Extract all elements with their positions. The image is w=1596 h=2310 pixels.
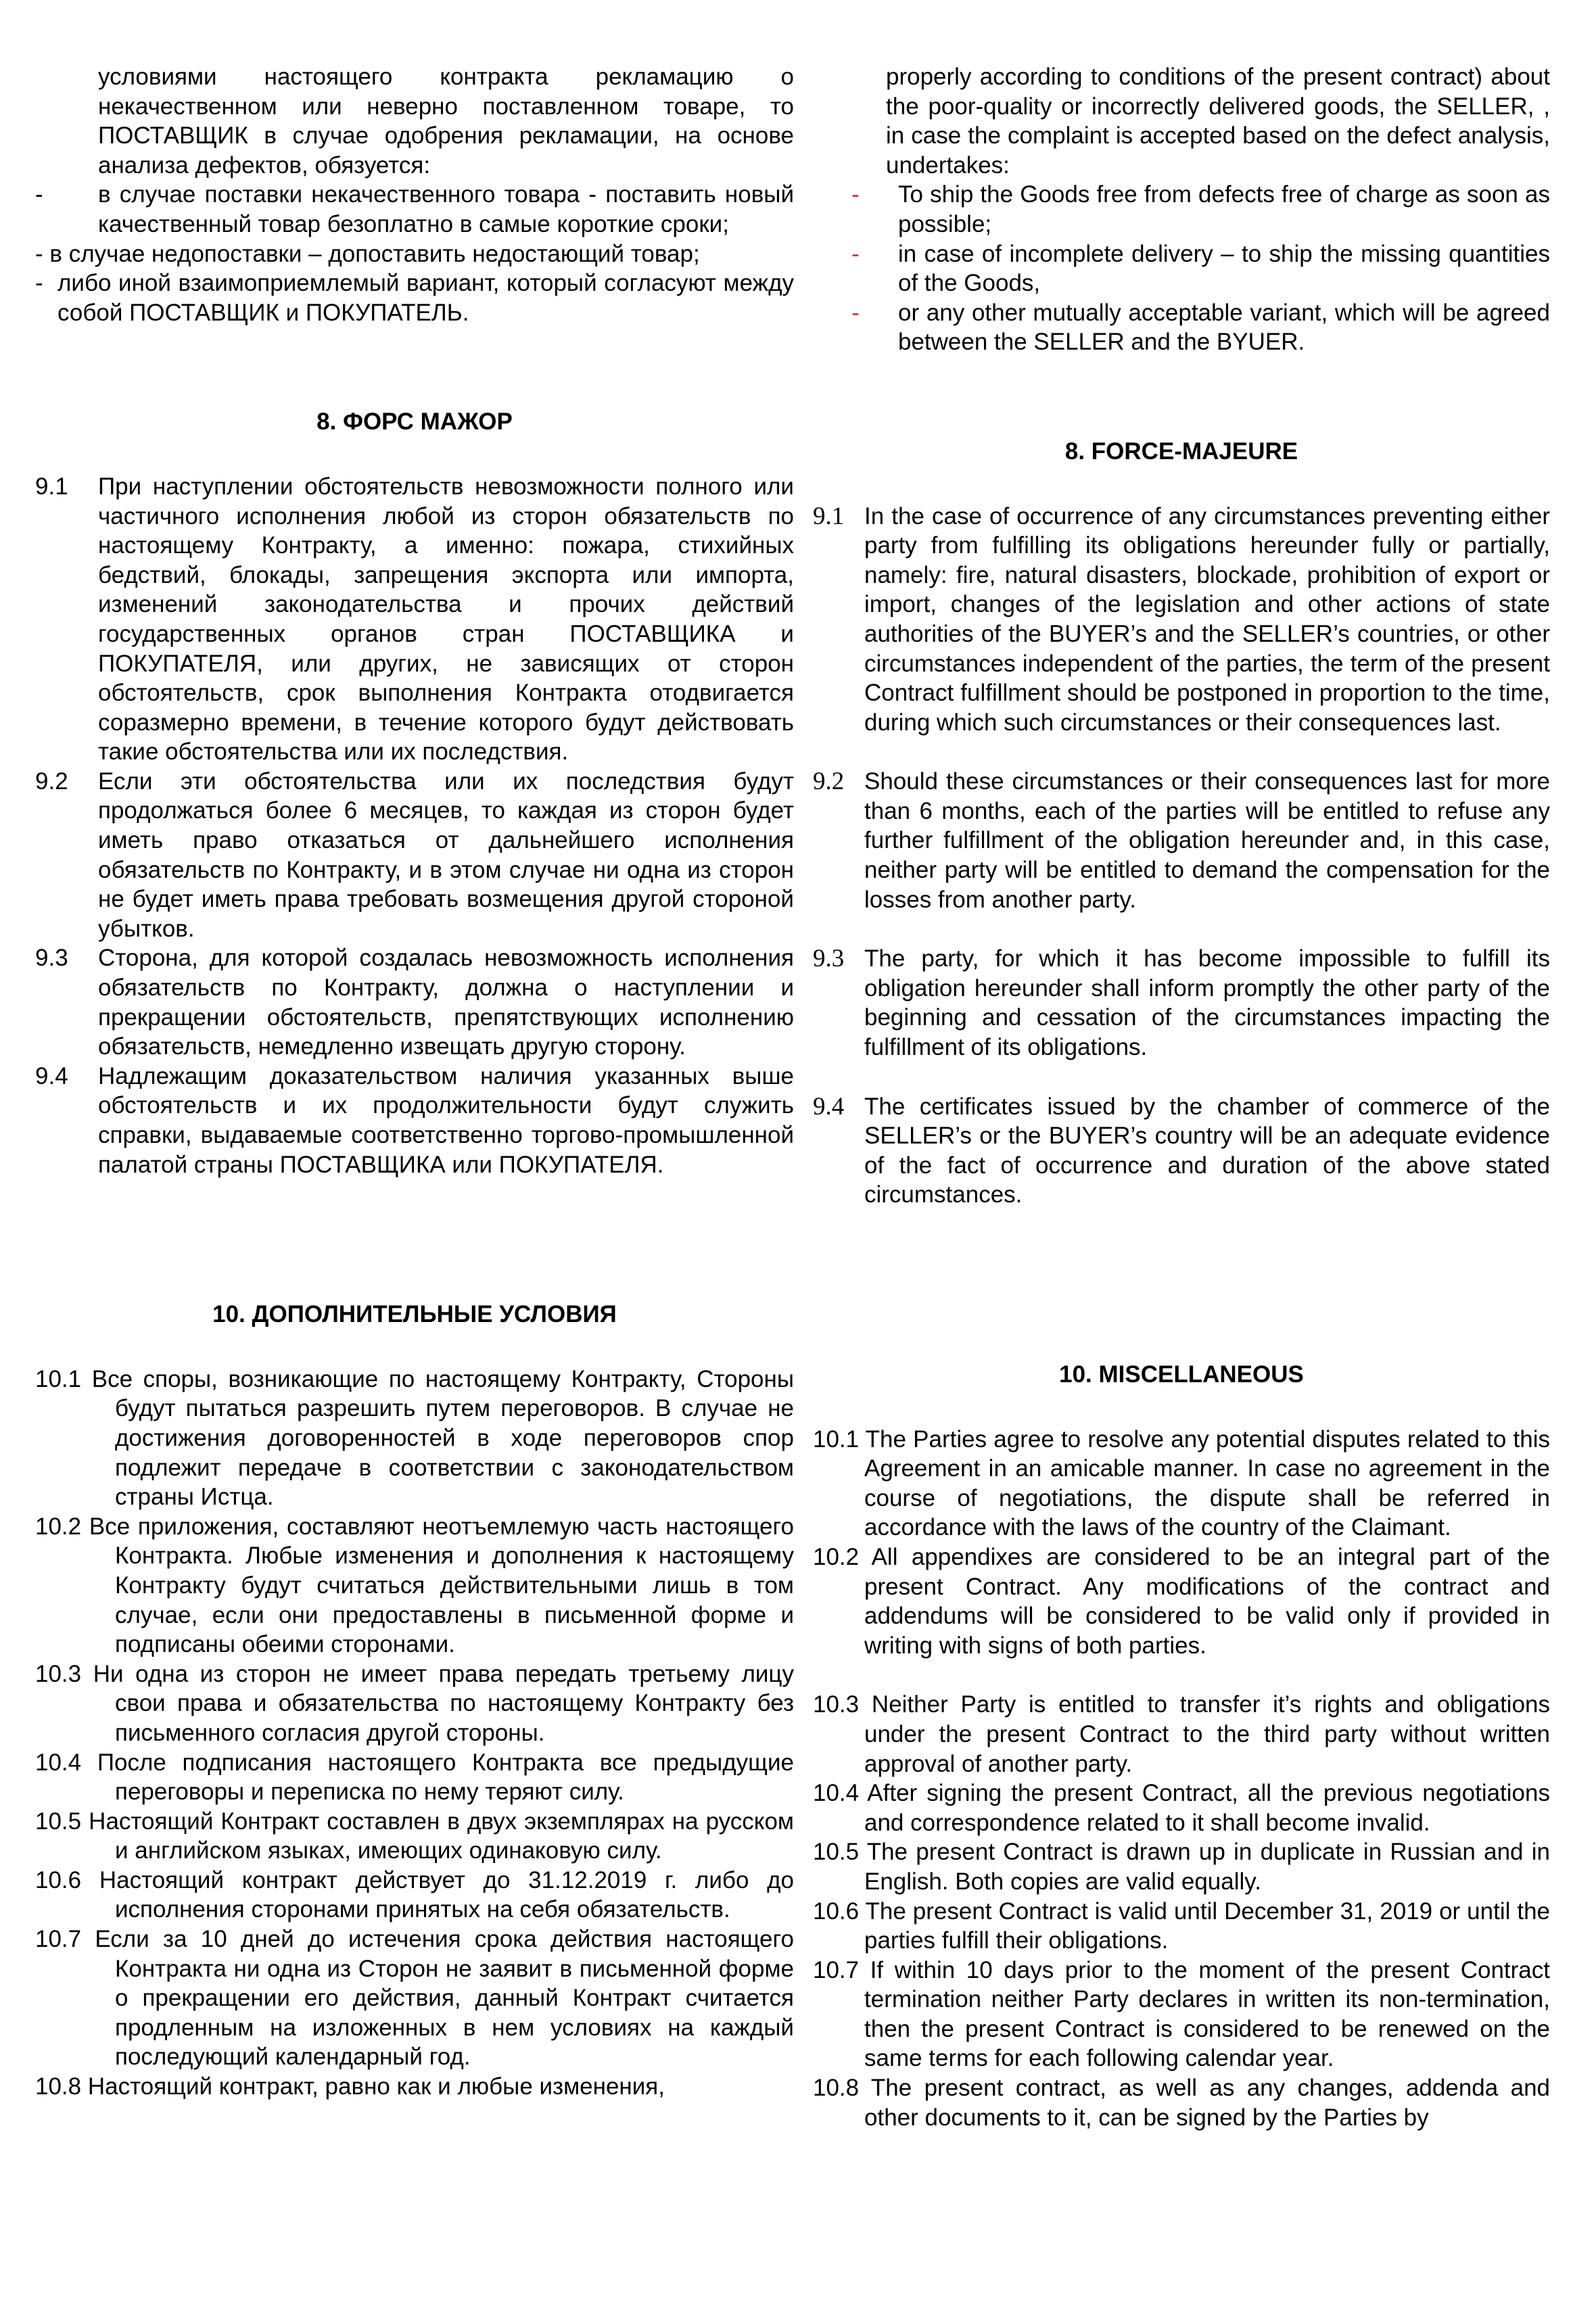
clause-number: 10.1 — [813, 1425, 860, 1453]
clause-text: Настоящий контракт, равно как и любые изменения, — [87, 2073, 665, 2100]
clause-text: Сторона, для которой создалась невозможность исполнения обязательств по Контракту, должна о наступлении и прекращении обстоятельств, препятствующих исполнению обязательств, немедленно извещать другую сторону. — [98, 945, 794, 1060]
en-claims-intro: properly according to conditions of the present contract) about the poor-quality or incorrectly delivered goods, the SELLER, , in case the complaint is accepted based on the defect analysis, undertakes: — [886, 64, 1550, 179]
clause-text: If within 10 days prior to the moment of the present Contract termination neither Party declares in written its non-termination, then the present Contract is considered to be renewed on the same terms for each following calendar year. — [864, 1956, 1550, 2072]
list-item — [35, 1748, 794, 1807]
list-item — [813, 502, 1550, 738]
clause-number: 9.1 — [813, 502, 845, 530]
list-item — [813, 1778, 1550, 1837]
list-item — [813, 1092, 1550, 1210]
clause-text: All appendixes are considered to be an integral part of the present Contract. Any modifications of the contract and addendums will be considered to be valid only if provided in writing with signs of both parties. — [864, 1543, 1551, 1659]
clause-number: 10.3 — [813, 1691, 860, 1718]
list-item — [35, 472, 794, 767]
clause-number: 10.3 — [35, 1660, 82, 1687]
en-claims-item-text: in case of incomplete delivery – to ship the missing quantities of the Goods, — [898, 240, 1550, 297]
ru-claims-item — [35, 239, 794, 269]
list-item — [813, 1542, 1550, 1660]
list-dash: - — [851, 299, 860, 326]
list-dash: - — [851, 181, 860, 208]
clause-number: 10.1 — [35, 1365, 82, 1392]
en-claims-item-text: To ship the Goods free from defects free of charge as soon as possible; — [898, 181, 1550, 237]
en-section-10-list — [813, 1425, 1550, 2133]
clause-number: 9.2 — [813, 768, 845, 796]
list-item — [35, 1925, 794, 2072]
english-column — [813, 62, 1550, 2132]
list-item — [813, 767, 1550, 914]
clause-text: Все приложения, составляют неотъемлемую часть настоящего Контракта. Любые изменения и дополнения к настоящему Контракту будут считаться действительными лишь в том случае, если они предоставлены в письменной форме и подписаны обеими сторонами. — [89, 1513, 794, 1658]
ru-section-10-list — [35, 1365, 794, 2102]
en-section-8-heading: 8. FORCE-MAJEURE — [1064, 438, 1298, 465]
clause-text: Настоящий Контракт составлен в двух экземплярах на русском и английском языках, имеющих одинаковую силу. — [89, 1808, 794, 1864]
en-claims-item — [813, 298, 1550, 357]
clause-number: 9.4 — [35, 1062, 68, 1089]
clause-number: 10.4 — [35, 1749, 82, 1776]
clause-text: The Parties agree to resolve any potential disputes related to this Agreement in an amicable manner. In case no agreement in the course of negotiations, the dispute shall be referred in accordance with the laws of the country of the Claimant. — [864, 1425, 1550, 1541]
clause-text: The present Contract is drawn up in duplicate in Russian and in English. Both copies are valid equally. — [864, 1839, 1551, 1895]
ru-claims-intro: условиями настоящего контракта рекламацию о некачественном или неверно поставленном товаре, то ПОСТАВЩИК в случае одобрения рекламации, на основе анализа дефектов, обязуется: — [98, 64, 794, 179]
clause-text: При наступлении обстоятельств невозможности полного или частичного исполнения любой из сторон обязательств по настоящему Контракту, а именно: пожара, стихийных бедствий, блокады, запрещения экспорта или импорта, изменений законодательства и прочих действий государственных органов стран ПОСТАВЩИКА и ПОКУПАТЕЛЯ, или других, не зависящих от сторон обстоятельств, срок выполнения Контракта отодвигается соразмерно времени, в течение которого будут действовать такие обстоятельства или их последствия. — [98, 473, 794, 765]
list-dash: - — [35, 240, 43, 267]
clause-number: 10.2 — [813, 1543, 860, 1570]
ru-section-8-heading: 8. ФОРС МАЖОР — [316, 408, 513, 435]
clause-text: Надлежащим доказательством наличия указанных выше обстоятельств и их продолжительности будут служить справки, выдаваемые соответственно торгово-промышленной палатой страны ПОСТАВЩИКА или ПОКУПАТЕЛЯ. — [98, 1062, 794, 1178]
ru-claims-item-text: в случае недопоставки – допоставить недостающий товар; — [49, 240, 700, 267]
clause-number: 10.2 — [35, 1513, 82, 1540]
list-item — [35, 1062, 794, 1179]
clause-text: The present Contract is valid until December 31, 2019 or until the parties fulfill their obligations. — [864, 1898, 1551, 1954]
ru-claims-item — [35, 268, 794, 327]
list-item — [813, 1425, 1550, 1542]
clause-number: 10.8 — [813, 2075, 860, 2102]
ru-claims-item-text: либо иной взаимоприемлемый вариант, который согласуют между собой ПОСТАВЩИК и ПОКУПАТЕЛЬ. — [57, 270, 794, 326]
ru-section-10-heading: 10. ДОПОЛНИТЕЛЬНЫЕ УСЛОВИЯ — [212, 1301, 617, 1328]
clause-text: The party, for which it has become impossible to fulfill its obligation hereunder shall inform promptly the other party of the beginning and cessation of the circumstances impacting the fulfillment of its obligations. — [864, 945, 1550, 1061]
list-item — [813, 1956, 1550, 2073]
spacer — [813, 1660, 1550, 1690]
en-section-8-list — [813, 502, 1550, 1210]
list-dash: - — [851, 240, 860, 267]
clause-number: 10.4 — [813, 1780, 860, 1807]
ru-section-8-list — [35, 472, 794, 1179]
en-claims-item-text: or any other mutually acceptable variant, which will be agreed between the SELLER and the BYUER. — [898, 299, 1550, 356]
clause-number: 9.3 — [813, 945, 845, 973]
clause-text: After signing the present Contract, all the previous negotiations and correspondence related to it shall become invalid. — [864, 1780, 1550, 1836]
list-item — [35, 1659, 794, 1748]
clause-number: 10.7 — [813, 1956, 860, 1983]
clause-number: 9.1 — [35, 473, 68, 500]
en-claims-item — [813, 239, 1550, 298]
clause-text: In the case of occurrence of any circumstances preventing either party from fulfilling its obligations hereunder fully or partially, namely: fire, natural disasters, blockade, prohibition of export or import, changes of the legislation and other actions of state authorities of the BUYER’s and the SELLER’s countries, or other circumstances independent of the parties, the term of the present Contract fulfillment should be postponed in proportion to the time, during which such circumstances or their consequences last. — [864, 502, 1550, 736]
list-item — [813, 1690, 1550, 1778]
clause-number: 10.6 — [813, 1898, 860, 1925]
clause-number: 10.8 — [35, 2073, 82, 2100]
list-item — [35, 1365, 794, 1512]
list-item — [35, 767, 794, 944]
russian-column — [35, 62, 794, 2102]
clause-number: 10.5 — [813, 1839, 860, 1866]
ru-claims-item — [35, 180, 794, 239]
list-dash: - — [35, 181, 43, 208]
clause-text: Если за 10 дней до истечения срока действия настоящего Контракта ни одна из Сторон не заявит в письменной форме о прекращении его действия, данный Контракт считается продленным на изложенных в нем условиях на каждый последующий календарный год. — [95, 1926, 794, 2071]
list-item — [35, 943, 794, 1061]
clause-text: The certificates issued by the chamber of commerce of the SELLER’s or the BUYER’s country will be an adequate evidence of the fact of occurrence and duration of the above stated circumstances. — [864, 1093, 1550, 1208]
clause-text: Ни одна из сторон не имеет права передать третьему лицу свои права и обязательства по настоящему Контракту без письменного согласия другой стороны. — [93, 1660, 794, 1746]
list-item — [35, 1807, 794, 1866]
clause-text: Если эти обстоятельства или их последствия будут продолжаться более 6 месяцев, то каждая из сторон будет иметь право отказаться от дальнейшего исполнения обязательств по Контракту, и в этом случае ни одна из сторон не будет иметь права требовать возмещения другой стороной убытков. — [98, 768, 794, 942]
clause-text: После подписания настоящего Контракта все предыдущие переговоры и переписка по нему теряют силу. — [97, 1749, 794, 1806]
clause-text: Neither Party is entitled to transfer it’s rights and obligations under the present Contract to the third party without written approval of another party. — [864, 1691, 1550, 1777]
clause-text: Should these circumstances or their consequences last for more than 6 months, each of the parties will be entitled to refuse any further fulfillment of the obligation hereunder and, in this case, neither party will be entitled to demand the compensation for the losses from another party. — [864, 768, 1550, 913]
en-section-10-heading: 10. MISCELLANEOUS — [1059, 1361, 1304, 1388]
clause-number: 10.5 — [35, 1808, 82, 1835]
clause-text: Все споры, возникающие по настоящему Контракту, Стороны будут пытаться разрешить путем переговоров. В случае не достижения договоренностей в ходе переговоров спор подлежит передаче в соответствии с законодательством страны Истца. — [91, 1365, 794, 1511]
clause-number: 10.7 — [35, 1926, 82, 1953]
list-item — [35, 1866, 794, 1925]
clause-text: The present contract, as well as any changes, addenda and other documents to it, can be signed by the Parties by — [864, 2075, 1551, 2131]
spacer — [813, 914, 1550, 944]
en-claims-item — [813, 180, 1550, 239]
list-item — [35, 1512, 794, 1659]
clause-number: 9.4 — [813, 1092, 845, 1121]
list-item — [813, 1837, 1550, 1896]
clause-number: 9.2 — [35, 768, 68, 795]
clause-number: 9.3 — [35, 945, 68, 972]
list-item — [35, 2072, 794, 2102]
list-item — [813, 944, 1550, 1062]
clause-text: Настоящий контракт действует до 31.12.2019 г. либо до исполнения сторонами принятых на себя обязательств. — [99, 1866, 794, 1923]
ru-claims-item-text: в случае поставки некачественного товара - поставить новый качественный товар безоплатно в самые короткие сроки; — [98, 181, 794, 237]
spacer — [813, 1062, 1550, 1092]
list-dash: - — [35, 270, 43, 297]
spacer — [813, 737, 1550, 767]
clause-number: 10.6 — [35, 1866, 82, 1893]
list-item — [813, 1897, 1550, 1956]
list-item — [813, 2073, 1550, 2132]
